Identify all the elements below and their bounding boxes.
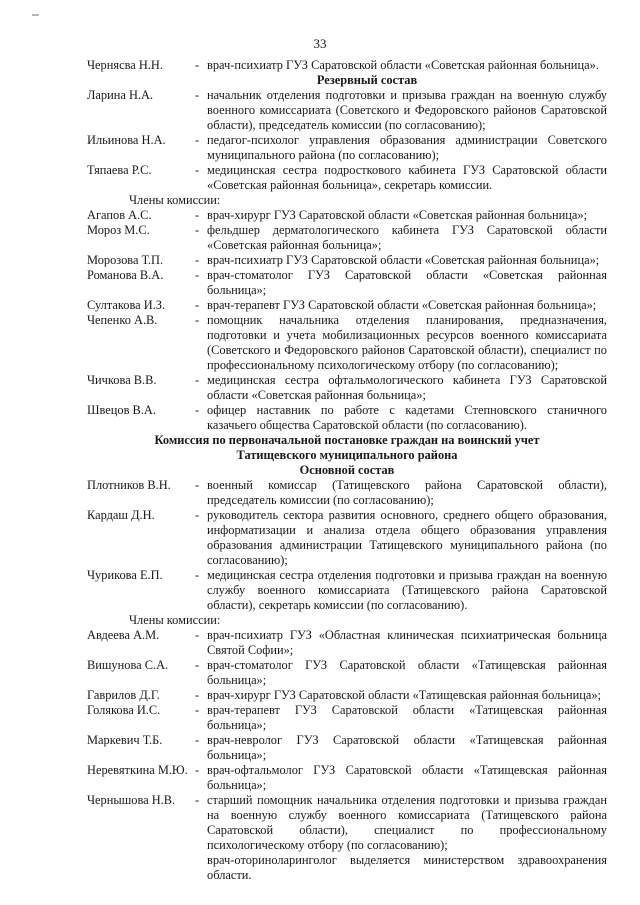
entry-dash: - (195, 58, 200, 72)
entry-dash: - (195, 508, 200, 522)
commission-title: Комиссия по первоначальной постановке граждан на воинский учет (154, 433, 540, 447)
person-position: врач-стоматолог ГУЗ Саратовской области «Советская районная больница»; (207, 268, 607, 297)
person-position: военный комиссар (Татищевского района Саратовской области), председатель комиссии (по согласованию); (207, 478, 607, 507)
person-entry (87, 88, 607, 133)
person-entry (87, 478, 607, 508)
person-name: Чичкова В.В. (87, 373, 157, 387)
person-position: врач-офтальмолог ГУЗ Саратовской области «Татищевская районная больница»; (207, 763, 607, 792)
person-position: медицинская сестра офтальмологического кабинета ГУЗ Саратовской области «Советская районная больница»; (207, 373, 607, 402)
main-members-list (87, 628, 607, 853)
person-entry (87, 793, 607, 853)
entry-dash: - (195, 223, 200, 237)
person-entry (87, 508, 607, 568)
person-name: Плотников В.Н. (87, 478, 171, 492)
main-heading: Основной состав (299, 463, 395, 477)
person-name: Кардаш Д.Н. (87, 508, 155, 522)
person-position: врач-хирург ГУЗ Саратовской области «Татищевская районная больница»; (207, 688, 602, 702)
person-position: врач-терапевт ГУЗ Саратовской области «Татищевская районная больница»; (207, 703, 607, 732)
entry-dash: - (195, 208, 200, 222)
entry-dash: - (195, 703, 200, 717)
person-entry (87, 58, 607, 73)
entry-dash: - (195, 628, 200, 642)
person-entry (87, 688, 607, 703)
reserve-list (87, 88, 607, 193)
person-name: Ларина Н.А. (87, 88, 154, 102)
commission-subtitle: Татищевского муниципального района (236, 448, 458, 462)
person-entry (87, 568, 607, 613)
person-entry (87, 163, 607, 193)
reserve-members-list (87, 208, 607, 433)
page-number: 33 (313, 36, 327, 51)
person-position: начальник отделения подготовки и призыва граждан на военную службу военного комиссариата (Советского и Федоровского районов Саратовской области), председатель комиссии (по согласованию); (207, 88, 607, 132)
person-entry (87, 208, 607, 223)
members-label: Члены комиссии: (129, 613, 221, 627)
person-position: педагог-психолог управления образования администрации Советского муниципального района (по согласованию); (207, 133, 607, 162)
person-entry (87, 403, 607, 433)
person-entry (87, 373, 607, 403)
person-name: Морозова Т.П. (87, 253, 164, 267)
entry-dash: - (195, 88, 200, 102)
entry-dash: - (195, 688, 200, 702)
document-body (87, 58, 607, 883)
entry-dash: - (195, 373, 200, 387)
person-entry (87, 658, 607, 688)
person-position: помощник начальника отделения планирования, предназначения, подготовки и учета мобилизационных ресурсов военного комиссариата (Советского и Федоровского районов Саратовской области), специалист по профессиональному психологическому отбору (по согласованию); (207, 313, 607, 372)
person-position: старший помощник начальника отделения подготовки и призыва граждан на военную службу военного комиссариата (Татищевского района Саратовской области), специалист по профессиональному психологическому отбору (по согласованию); (207, 793, 607, 852)
person-entry (87, 268, 607, 298)
person-entry (87, 313, 607, 373)
person-name: Мороз М.С. (87, 223, 150, 237)
person-name: Султакова И.З. (87, 298, 166, 312)
person-name: Романова В.А. (87, 268, 164, 282)
person-position: врач-стоматолог ГУЗ Саратовской области «Татищевская районная больница»; (207, 658, 607, 687)
person-entry (87, 133, 607, 163)
entry-dash: - (195, 568, 200, 582)
entry-dash: - (195, 793, 200, 807)
person-name: Агапов А.С. (87, 208, 152, 222)
person-position: врач-психиатр ГУЗ Саратовской области «Советская районная больница». (207, 58, 599, 72)
entry-dash: - (195, 403, 200, 417)
person-entry (87, 733, 607, 763)
person-position: врач-психиатр ГУЗ «Областная клиническая психиатрическая больница Святой Софии»; (207, 628, 607, 657)
person-entry (87, 703, 607, 733)
person-name: Чернясва Н.Н. (87, 58, 163, 72)
person-position: врач-хирург ГУЗ Саратовской области «Советская районная больница»; (207, 208, 588, 222)
main-list (87, 478, 607, 613)
person-position: руководитель сектора развития основного, среднего общего образования, информатизации и анализа отдела общего образования управления образования администрации Татищевского муниципального района (по согласованию); (207, 508, 607, 567)
person-position: офицер наставник по работе с кадетами Степновского станичного казачьего общества Саратовской области (по согласованию). (207, 403, 607, 432)
person-entry (87, 223, 607, 253)
person-name: Гаврилов Д.Г. (87, 688, 160, 702)
person-name: Чернышова Н.В. (87, 793, 176, 807)
entry-dash: - (195, 133, 200, 147)
scan-artifact (32, 14, 39, 16)
person-position: медицинская сестра отделения подготовки и призыва граждан на военную службу военного комиссариата (Татищевского района Саратовской области), секретарь комиссии (по согласованию). (207, 568, 607, 612)
members-label: Члены комиссии: (129, 193, 221, 207)
person-name: Вишунова С.А. (87, 658, 169, 672)
person-name: Чепенко А.В. (87, 313, 158, 327)
person-name: Голякова И.С. (87, 703, 161, 717)
person-name: Авдеева А.М. (87, 628, 160, 642)
entry-dash: - (195, 253, 200, 267)
entry-dash: - (195, 313, 200, 327)
person-entry (87, 298, 607, 313)
person-position: врач-невролог ГУЗ Саратовской области «Татищевская районная больница»; (207, 733, 607, 762)
person-name: Ильинова Н.А. (87, 133, 166, 147)
person-position: врач-терапевт ГУЗ Саратовской области «Советская районная больница»; (207, 298, 597, 312)
person-name: Швецов В.А. (87, 403, 156, 417)
person-position: медицинская сестра подросткового кабинета ГУЗ Саратовской области «Советская районная больница», секретарь комиссии. (207, 163, 607, 192)
person-name: Тяпаева Р.С. (87, 163, 152, 177)
entry-dash: - (195, 268, 200, 282)
entry-dash: - (195, 733, 200, 747)
entry-dash: - (195, 658, 200, 672)
entry-dash: - (195, 763, 200, 777)
person-entry (87, 253, 607, 268)
person-name: Неревяткина М.Ю. (87, 763, 188, 777)
entry-dash: - (195, 478, 200, 492)
person-position: фельдшер дерматологического кабинета ГУЗ Саратовской области «Советская районная больница»; (207, 223, 607, 252)
person-name: Чурикова Е.П. (87, 568, 163, 582)
person-name: Маркевич Т.Б. (87, 733, 163, 747)
person-entry (87, 763, 607, 793)
person-position: врач-психиатр ГУЗ Саратовской области «Советская районная больница»; (207, 253, 600, 267)
person-entry (87, 628, 607, 658)
reserve-heading: Резервный состав (316, 73, 418, 87)
entry-dash: - (195, 163, 200, 177)
closing-note: врач-оториноларинголог выделяется министерством здравоохранения области. (207, 853, 607, 882)
entry-dash: - (195, 298, 200, 312)
